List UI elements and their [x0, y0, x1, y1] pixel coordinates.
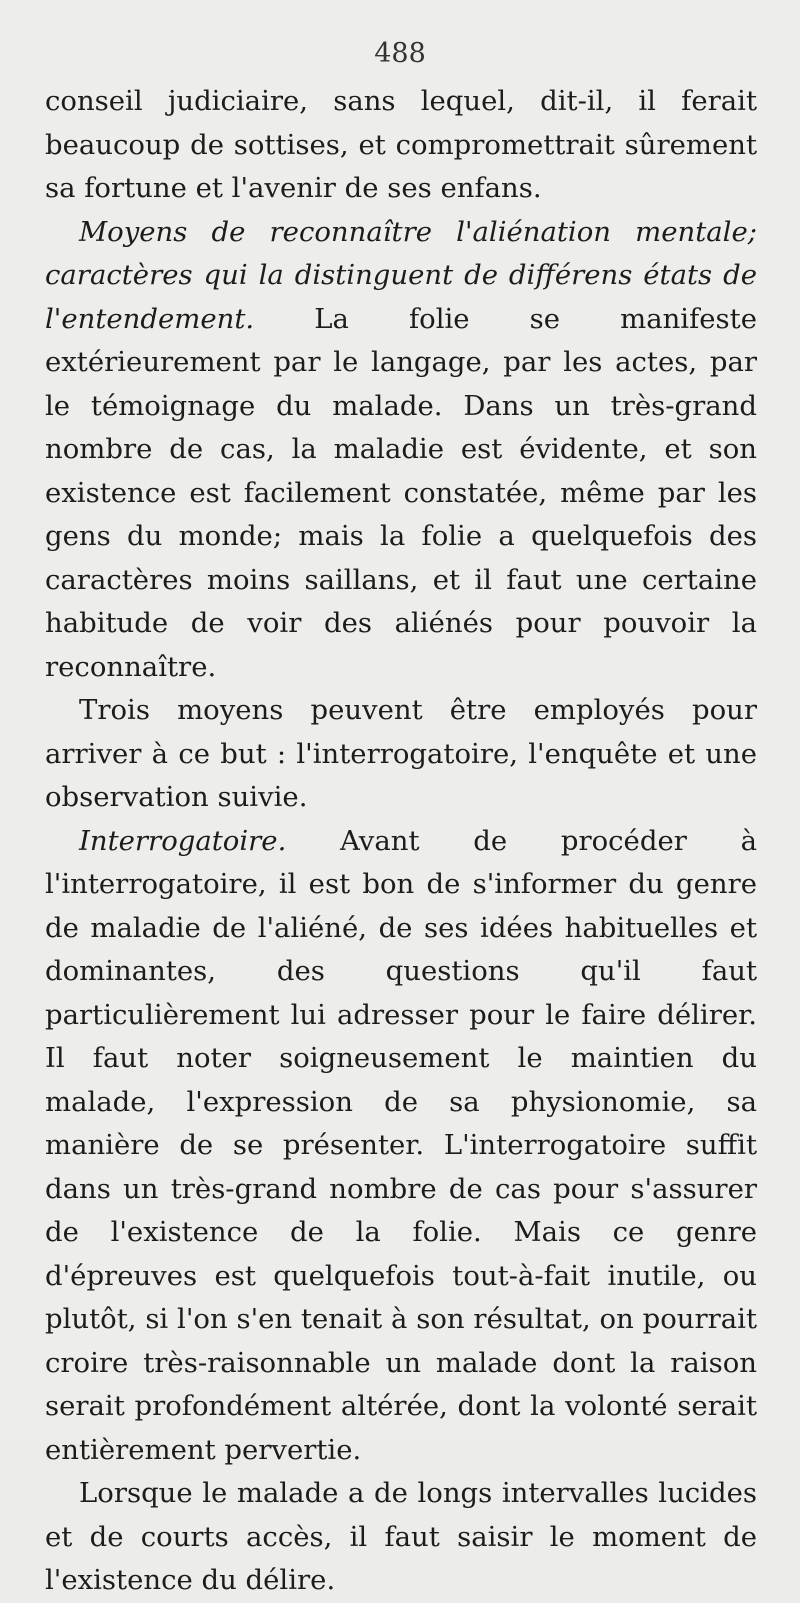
paragraph-text: La folie se manifeste extérieurement par le langage, par les actes, par le témoignage du malade. Dans un très-grand nombre de cas, la maladie est évidente, et son existence est facilement constatée, même par les gens du monde; mais la folie a quelquefois des caractères moins saillans, et il faut une certaine habitude de voir des aliénés pour pouvoir la reconnaître. — [45, 302, 757, 683]
paragraph-interrogatoire — [45, 820, 757, 1473]
section-heading-italic: Interrogatoire. — [79, 824, 287, 857]
paragraph-means-of-recognition — [45, 211, 757, 690]
page-number: 488 — [374, 38, 426, 69]
paragraph-text: Trois moyens peuvent être employés pour arriver à ce but : l'interrogatoire, l'enquête et une observation suivie. — [45, 694, 757, 813]
paragraph-text: conseil judiciaire, sans lequel, dit-il, il ferait beaucoup de sottises, et compromettrait sûrement sa fortune et l'avenir de ses enfans. — [45, 85, 757, 204]
section-heading-italic: Moyens de reconnaître l'aliénation mentale; caractères qui la distinguent de différens états de l'entendement. — [45, 215, 757, 335]
paragraph-lucid-intervals — [45, 1472, 757, 1603]
page-body — [45, 80, 757, 1603]
paragraph-three-means — [45, 689, 757, 820]
paragraph-text: Lorsque le malade a de longs intervalles lucides et de courts accès, il faut saisir le moment de l'existence du délire. — [45, 1477, 757, 1596]
paragraph-text: Avant de procéder à l'interrogatoire, il est bon de s'informer du genre de maladie de l'aliéné, de ses idées habituelles et dominantes, des questions qu'il faut particulièrement lui adresser pour le faire délirer. Il faut noter soigneusement le maintien du malade, l'expression de sa physionomie, sa manière de se présenter. L'interrogatoire suffit dans un très-grand nombre de cas pour s'assurer de l'existence de la folie. Mais ce genre d'épreuves est quelquefois tout-à-fait inutile, ou plutôt, si l'on s'en tenait à son résultat, on pourrait croire très-raisonnable un malade dont la raison serait profondément altérée, dont la volonté serait entièrement pervertie. — [45, 824, 757, 1466]
paragraph-continuation — [45, 80, 757, 211]
